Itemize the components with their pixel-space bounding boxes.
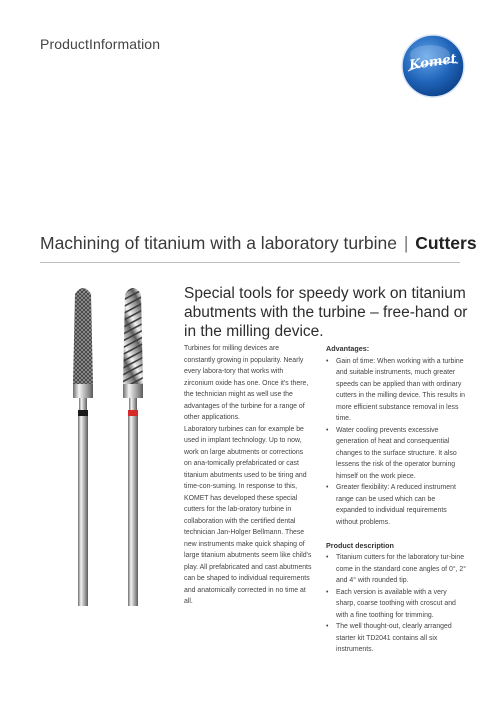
list-item <box>326 482 466 528</box>
list-item-text: Water cooling prevents excessive generation of heat and consequential changes to the surface structure. It also lessens the risk of the operator burning himself on the work piece. <box>336 426 457 480</box>
page-title-main: Machining of titanium with a laboratory turbine <box>40 233 397 253</box>
body-paragraph: Turbines for milling devices are constantly growing in popularity. Nearly every labora-tory that works with zirconium oxide has one. Once it's there, the technician might as well use the advantages of the turbine for a range of other applications. <box>184 345 309 421</box>
list-item <box>326 356 466 425</box>
page-title-strong: Cutters <box>415 233 477 253</box>
title-divider <box>40 262 460 263</box>
header-label: ProductInformation <box>40 36 161 52</box>
subheading: Special tools for speedy work on titanium abutments with the turbine – free-hand or in the milling device. <box>184 285 468 340</box>
list-item <box>326 621 466 656</box>
list-item-text: Each version is available with a very sharp, coarse toothing with croscut and with a fine toothing for trimming. <box>336 588 456 619</box>
list-item-text: Gain of time: When working with a turbine and suitable instruments, much greater speeds can be applied than with ordinary cutters in the milling device. This results in more efficient substance removal in less time. <box>336 357 465 422</box>
bullet-icon: • <box>326 554 329 561</box>
product-description-heading: Product description <box>326 540 394 550</box>
list-item-text: Greater flexibility: A reduced instrument range can be used which can be expanded to individual requirements without problems. <box>336 484 456 526</box>
list-item-text: Titanium cutters for the laboratory tur-bine come in the standard cone angles of 0°, 2° and 4° with rounded tip. <box>336 554 467 584</box>
list-item <box>326 425 466 483</box>
bullet-icon: • <box>326 588 329 596</box>
body-column <box>184 343 312 608</box>
list-item <box>326 552 466 587</box>
advantages-heading: Advantages: <box>326 344 370 353</box>
right-column <box>326 343 466 656</box>
list-item-text: The well thought-out, clearly arranged starter kit TD2041 contains all six instruments. <box>336 623 452 653</box>
page-title <box>40 233 477 254</box>
bullet-icon: • <box>326 357 329 365</box>
list-item <box>326 587 466 622</box>
advantages-list <box>326 356 466 529</box>
page-title-separator: | <box>403 233 409 253</box>
komet-logo-icon <box>400 33 466 99</box>
product-description-list <box>326 552 466 656</box>
bullet-icon: • <box>326 623 329 630</box>
titanium-cutter-instruments-image <box>62 284 162 614</box>
body-paragraph: Laboratory turbines can for example be used in implant technology. Up to now, work on large abutments or corrections on ana-tomically prefabricated or cast titanium abutments used to be tiring and time-con-suming. In response to this, KOMET has developed these special cutters for the lab-oratory turbine in collaboration with the certified dental technician Jan-Holger Bellmann. These new instruments make quick shaping of large titanium abutments seem like child's play. All prefabricated and cast abutments can be shaped to individual requirements and anatomically corrected in no time at all. <box>184 425 312 605</box>
logo-text: Komet <box>408 51 458 74</box>
bullet-icon: • <box>326 426 329 434</box>
bullet-icon: • <box>326 484 329 491</box>
